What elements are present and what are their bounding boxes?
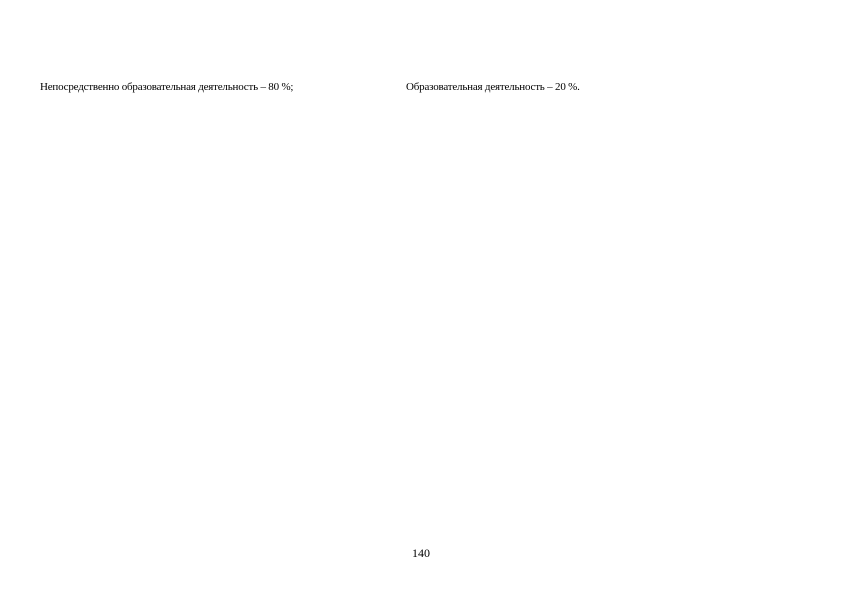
page-number: 140 (412, 546, 430, 560)
educational-activity-text: Образовательная деятельность – 20 %. (406, 81, 580, 93)
direct-educational-activity-text: Непосредственно образовательная деятельность – 80 %; (40, 81, 294, 93)
